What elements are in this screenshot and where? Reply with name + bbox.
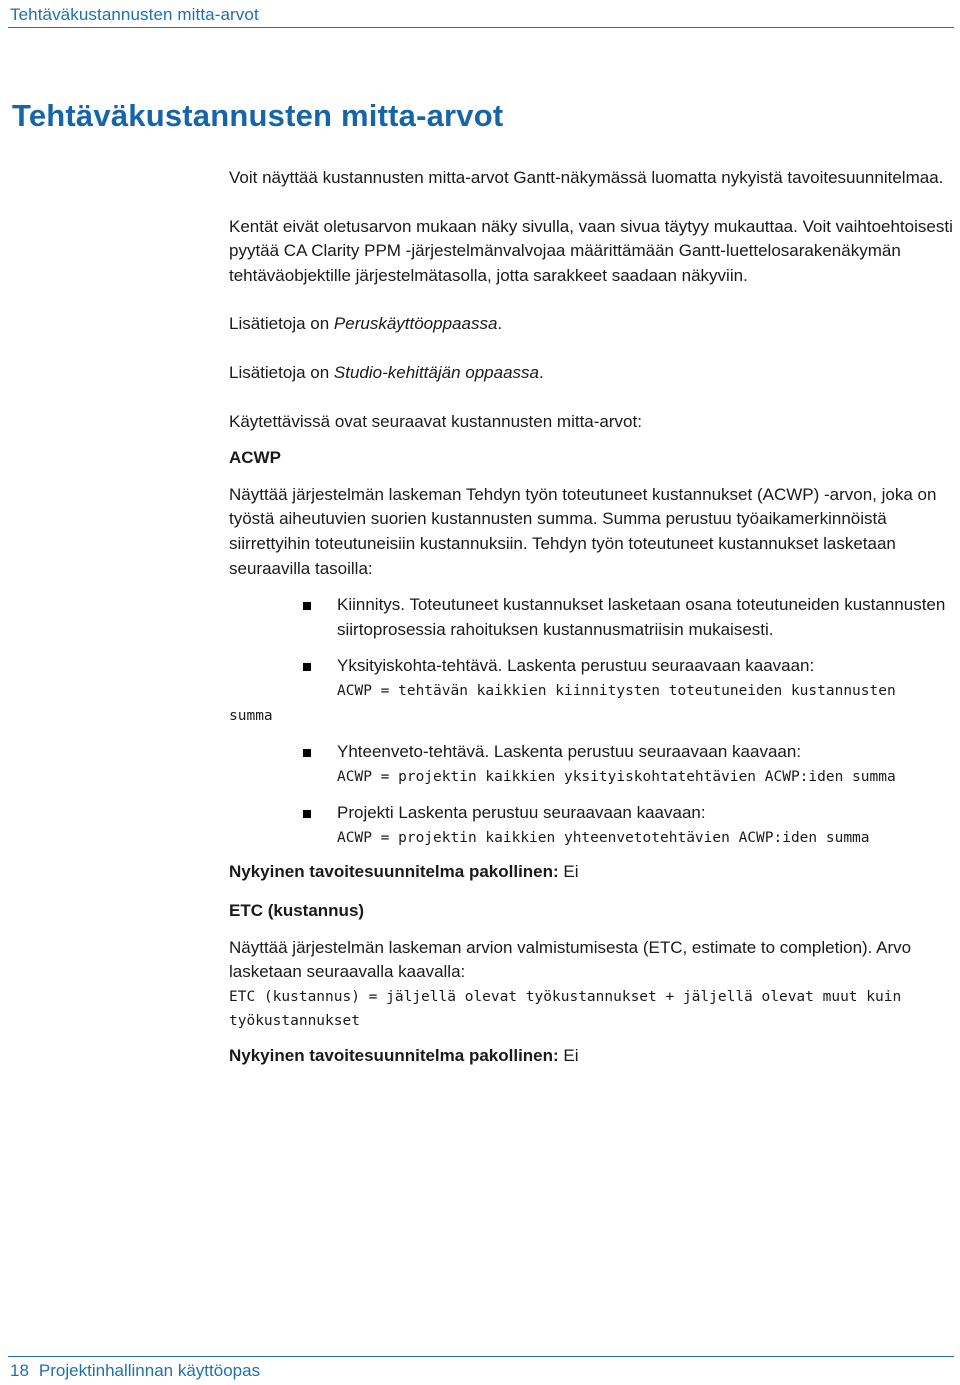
formula: ACWP = projektin kaikkien yksityiskohtatehtävien ACWP:iden summa — [337, 768, 896, 785]
list-item: Kiinnitys. Toteutuneet kustannukset lasketaan osana toteutuneiden kustannusten siirtoprosessia rahoituksen kustannusmatriisin mukaisesti. — [301, 593, 954, 642]
acwp-description: Näyttää järjestelmän laskeman Tehdyn työn toteutuneet kustannukset (ACWP) -arvon, joka on työstä aiheutuvien suorien kustannusten summa. Summa perustuu työaikamerkinnöistä siirrettyihin toteutuneisiin kustannuksiin. Tehdyn työn toteutuneet kustannukset lasketaan seuraavilla tasoilla: — [229, 484, 937, 578]
available-metrics-intro: Käytettävissä ovat seuraavat kustannusten mitta-arvot: — [229, 411, 642, 431]
footer-divider — [8, 1356, 954, 1357]
baseline-required-acwp: Nykyinen tavoitesuunnitelma pakollinen: Ei — [229, 862, 579, 882]
etc-description: Näyttää järjestelmän laskeman arvion valmistumisesta (ETC, estimate to completion). Arvo lasketaan seuraavalla kaavalla: — [229, 937, 912, 982]
guide-reference-link: Peruskäyttöoppaassa — [333, 314, 498, 334]
term-etc: ETC (kustannus) — [229, 901, 365, 921]
formula-continuation: summa — [229, 707, 273, 724]
body-content — [229, 166, 954, 1069]
guide-reference-link: Studio-kehittäjän oppaassa — [333, 362, 539, 382]
fields-paragraph: Kentät eivät oletusarvon mukaan näky sivulla, vaan sivua täytyy mukauttaa. Voit vaihtoehtoisesti pyytää CA Clarity PPM -järjestelmänvalvojaa määrittämään Gantt-luettelosarakenäkymän tehtäväobjektille järjestelmätasolla, jotta sarakkeet saadaan näkyviin. — [229, 216, 953, 285]
list-item: Projekti Laskenta perustuu seuraavaan kaavaan: ACWP = projektin kaikkien yhteenvetotehtävien ACWP:iden summa — [301, 801, 954, 850]
square-bullet-icon — [303, 749, 311, 757]
intro-paragraph: Voit näyttää kustannusten mitta-arvot Gantt-näkymässä luomatta nykyistä tavoitesuunnitelmaa. — [229, 168, 944, 187]
more-info-line-2: Lisätietoja on Studio-kehittäjän oppaassa. — [229, 362, 544, 382]
page-number: 18 — [10, 1361, 29, 1380]
more-info-line-1: Lisätietoja on Peruskäyttöoppaassa. — [229, 314, 503, 334]
page-footer — [10, 1361, 260, 1381]
list-item: Yksityiskohta-tehtävä. Laskenta perustuu seuraavaan kaavaan: ACWP = tehtävän kaikkien kiinnitysten toteutuneiden kustannusten — [301, 654, 954, 703]
square-bullet-icon — [303, 602, 311, 610]
formula: ACWP = tehtävän kaikkien kiinnitysten toteutuneiden kustannusten — [337, 682, 896, 699]
header-divider — [8, 27, 954, 28]
list-item: Yhteenveto-tehtävä. Laskenta perustuu seuraavaan kaavaan: ACWP = projektin kaikkien yksityiskohtatehtävien ACWP:iden summa — [301, 740, 954, 789]
book-title: Projektinhallinnan käyttöopas — [38, 1361, 261, 1380]
square-bullet-icon — [303, 663, 311, 671]
term-acwp: ACWP — [229, 448, 281, 468]
formula: ACWP = projektin kaikkien yhteenvetotehtävien ACWP:iden summa — [337, 829, 870, 846]
page-title: Tehtäväkustannusten mitta-arvot — [12, 98, 504, 133]
baseline-required-etc: Nykyinen tavoitesuunnitelma pakollinen: Ei — [229, 1046, 579, 1066]
square-bullet-icon — [303, 810, 311, 818]
running-header: Tehtäväkustannusten mitta-arvot — [10, 5, 259, 24]
formula: ETC (kustannus) = jäljellä olevat työkustannukset + jäljellä olevat muut kuin työkustannukset — [229, 988, 902, 1030]
